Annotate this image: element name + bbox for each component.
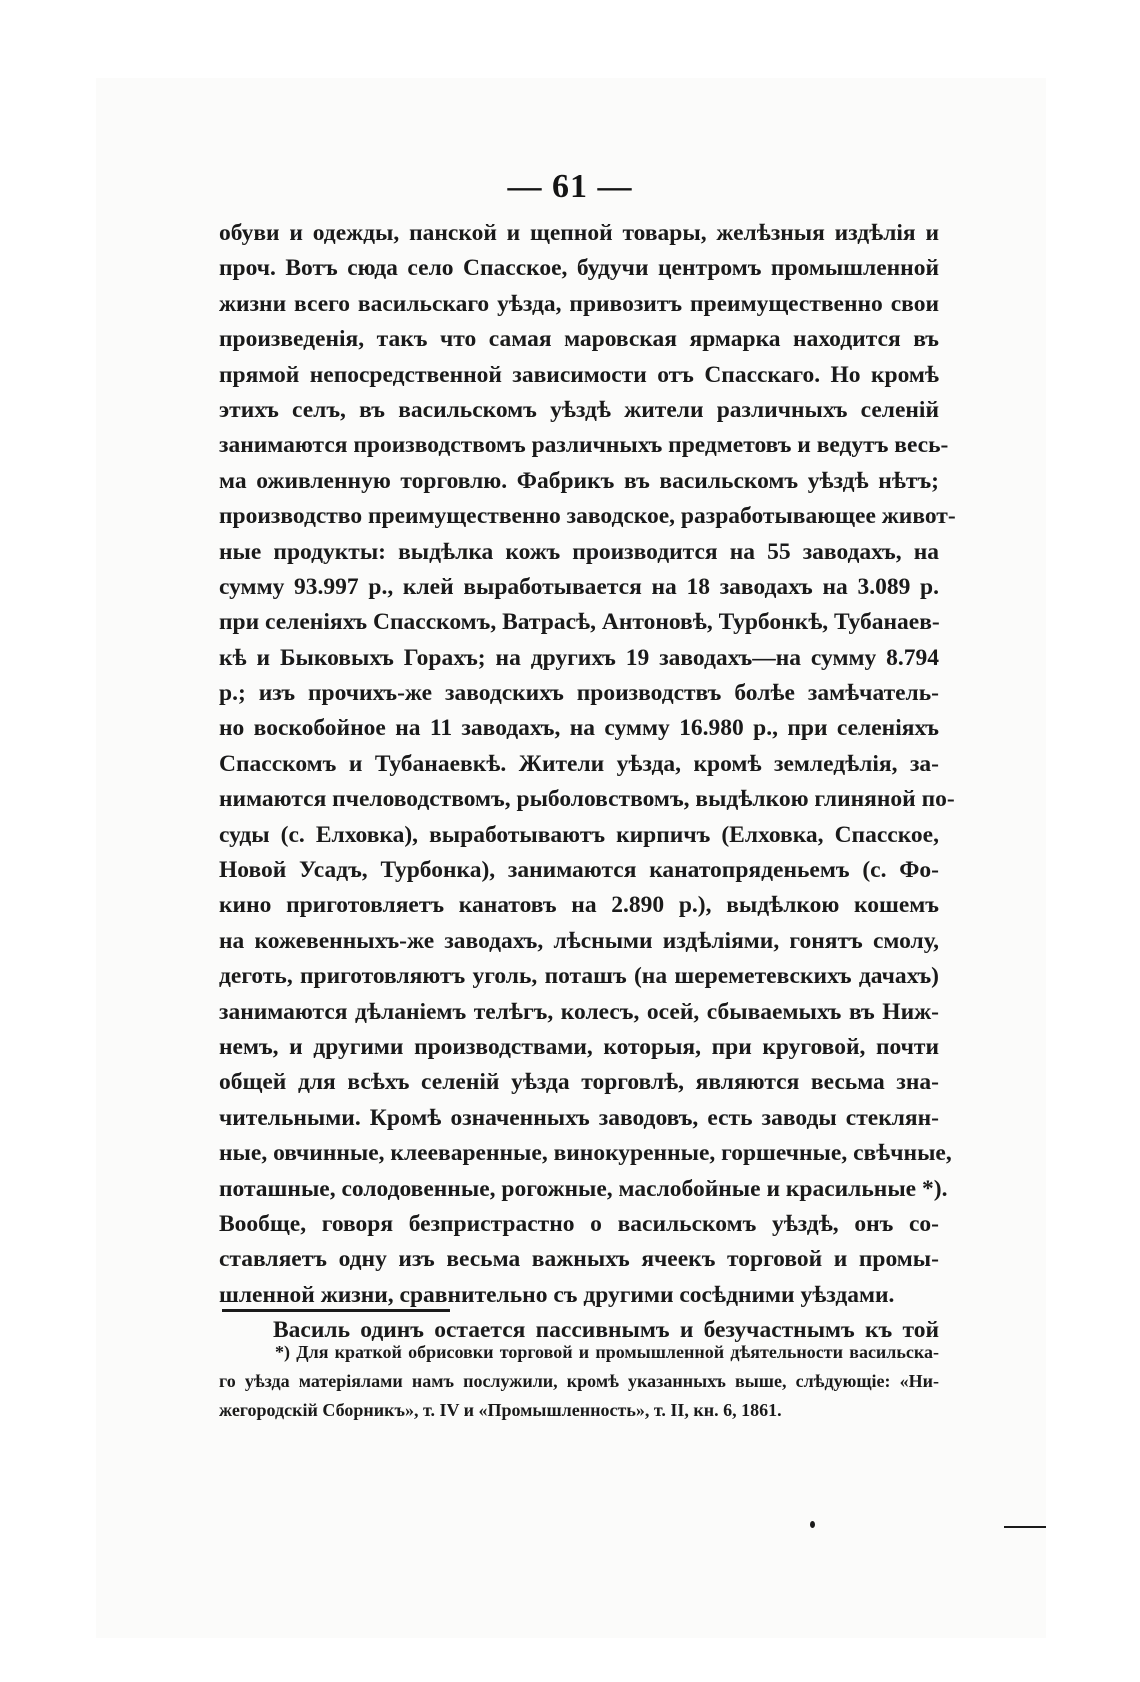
text-line: Спасскомъ и Тубанаевкѣ. Жители уѣзда, кромѣ земледѣлія, за- (219, 750, 939, 777)
footnote-line: го уѣзда матеріялами намъ послужили, кромѣ указанныхъ выше, слѣдующіе: «Ни- (219, 1371, 939, 1391)
text-line: занимаются дѣланіемъ телѣгъ, колесъ, осей, сбываемыхъ въ Ниж- (219, 998, 939, 1025)
text-line: ные продукты: выдѣлка кожъ производится на 55 заводахъ, на (219, 538, 939, 565)
text-line: но воскобойное на 11 заводахъ, на сумму 16.980 р., при селеніяхъ (219, 715, 939, 742)
footnote-divider (222, 1309, 450, 1312)
text-line: проч. Вотъ сюда село Спасское, будучи центромъ промышленной (219, 255, 939, 282)
text-line: чительными. Кромѣ означенныхъ заводовъ, есть заводы стеклян- (219, 1104, 939, 1131)
text-line: суды (с. Елховка), выработываютъ кирпичъ (Елховка, Спасское, (219, 821, 939, 848)
text-line: Новой Усадъ, Турбонка), занимаются канатопряденьемъ (с. Фо- (219, 857, 939, 884)
text-line: нимаются пчеловодствомъ, рыболовствомъ, выдѣлкою глиняной по- (219, 786, 955, 813)
text-line: занимаются производствомъ различныхъ предметовъ и ведутъ весь- (219, 432, 949, 459)
text-line: производство преимущественно заводское, разработывающее живот- (219, 503, 956, 530)
text-line: Вообще, говоря безпристрастно о васильскомъ уѣздѣ, онъ со- (219, 1210, 939, 1237)
text-line: на кожевенныхъ-же заводахъ, лѣсными издѣліями, гонятъ смолу, (219, 927, 939, 954)
paragraph-start-line: Василь одинъ остается пассивнымъ и безучастнымъ къ той (273, 1317, 939, 1344)
text-line: кино приготовляетъ канатовъ на 2.890 р.), выдѣлкою кошемъ (219, 892, 939, 919)
text-line: ма оживленную торговлю. Фабрикъ въ васильскомъ уѣздѣ нѣтъ; (219, 467, 939, 494)
text-line: при селеніяхъ Спасскомъ, Ватрасѣ, Антоновѣ, Турбонкѣ, Тубанаев- (219, 609, 940, 636)
text-line: этихъ селъ, въ васильскомъ уѣздѣ жители различныхъ селеній (219, 396, 939, 423)
text-line: немъ, и другими производствами, которыя, при круговой, почти (219, 1033, 939, 1060)
text-line: ные, овчинные, клееваренные, винокуренные, горшечные, свѣчные, (219, 1140, 952, 1167)
paragraph-end-line: шленной жизни, сравнительно съ другими сосѣдними уѣздами. (219, 1281, 895, 1308)
main-text (219, 216, 956, 1349)
text-line: кѣ и Быковыхъ Горахъ; на другихъ 19 заводахъ—на сумму 8.794 (219, 644, 939, 671)
text-line: жизни всего васильскаго уѣзда, привозитъ преимущественно свои (219, 290, 939, 317)
footnote (219, 1338, 939, 1425)
text-line: произведенія, такъ что самая маровская ярмарка находится въ (219, 326, 939, 353)
text-line: р.; изъ прочихъ-же заводскихъ производствъ болѣе замѣчатель- (219, 680, 939, 707)
page-number: — 61 — (507, 168, 633, 205)
ink-mark (1004, 1526, 1046, 1528)
text-line: обуви и одежды, панской и щепной товары, желѣзныя издѣлія и (219, 220, 939, 246)
footnote-line: жегородскій Сборникъ», т. IV и «Промышленность», т. II, кн. 6, 1861. (219, 1400, 782, 1420)
text-line: деготь, приготовляютъ уголь, поташъ (на шереметевскихъ дачахъ) (219, 963, 939, 990)
ink-speck (810, 1521, 815, 1528)
footnote-line: *) Для краткой обрисовки торговой и промышленной дѣятельности васильска- (275, 1342, 939, 1362)
text-line: сумму 93.997 р., клей выработывается на 18 заводахъ на 3.089 р. (219, 573, 939, 600)
text-line: поташные, солодовенные, рогожные, маслобойные и красильные *). (219, 1175, 948, 1202)
text-line: общей для всѣхъ селеній уѣзда торговлѣ, являются весьма зна- (219, 1069, 939, 1096)
text-line: ставляетъ одну изъ весьма важныхъ ячеекъ торговой и промы- (219, 1246, 939, 1273)
text-line: прямой непосредственной зависимости отъ Спасскаго. Но кромѣ (219, 361, 939, 388)
